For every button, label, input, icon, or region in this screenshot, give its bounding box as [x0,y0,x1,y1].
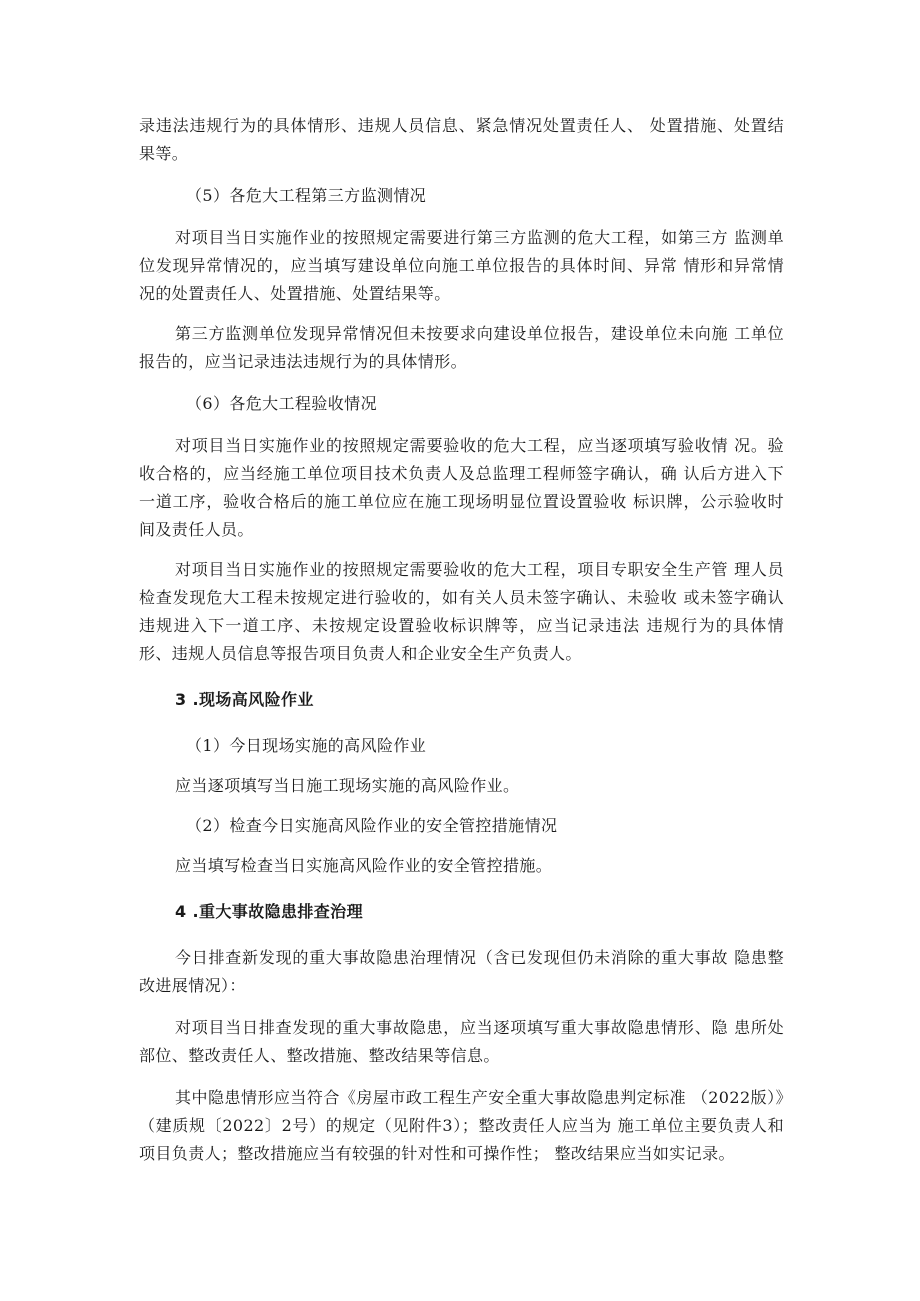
section-3-1-title: （1）今日现场实施的高风险作业 [186,736,427,755]
heading-3-high-risk-work: 3 .现场高风险作业 [175,690,314,709]
paragraph-acceptance: 对项目当日实施作业的按照规定需要验收的危大工程，应当逐项填写验收情 况。验收合格的，应当经施工单位项目技术负责人及总监理工程师签字确认，确 认后方进入下一道工序，验收合格后的施工单位应在施工现场明显位置设置验收 标识牌，公示验收时间及责任人员。 [139,436,784,539]
paragraph-third-party-monitoring: 对项目当日实施作业的按照规定需要进行第三方监测的危大工程，如第三方 监测单位发现异常情况的，应当填写建设单位向施工单位报告的具体时间、异常 情形和异常情况的处置责任人、处置措施、处置结果等。 [139,228,784,303]
section-3-2-title: （2）检查今日实施高风险作业的安全管控措施情况 [186,816,558,835]
paragraph-monitoring-violation: 第三方监测单位发现异常情况但未按要求向建设单位报告，建设单位未向施 工单位报告的，应当记录违法违规行为的具体情形。 [139,324,784,371]
section-5-title: （5）各危大工程第三方监测情况 [186,186,427,205]
paragraph-high-risk-controls: 应当填写检查当日实施高风险作业的安全管控措施。 [175,856,553,875]
paragraph-violation-record: 录违法违规行为的具体情形、违规人员信息、紧急情况处置责任人、 处置措施、处置结果等。 [139,116,784,163]
paragraph-high-risk-list: 应当逐项填写当日施工现场实施的高风险作业。 [175,776,520,795]
document-page [139,112,784,1168]
paragraph-hazard-standard: 其中隐患情形应当符合《房屋市政工程生产安全重大事故隐患判定标准 （2022版）》（建质规〔2022〕2号）的规定（见附件3）；整改责任人应当为 施工单位主要负责人和项目负责人；整改措施应当有较强的针对性和可操作性； 整改结果应当如实记录。 [139,1088,784,1163]
paragraph-hazard-fill: 对项目当日排查发现的重大事故隐患，应当逐项填写重大事故隐患情形、隐 患所处部位、整改责任人、整改措施、整改结果等信息。 [139,1018,784,1065]
section-6-title: （6）各危大工程验收情况 [186,394,377,413]
paragraph-acceptance-violation: 对项目当日实施作业的按照规定需要验收的危大工程，项目专职安全生产管 理人员检查发现危大工程未按规定进行验收的，如有关人员未签字确认、未验收 或未签字确认违规进入下一道工序、未按规定设置验收标识牌等，应当记录违法 违规行为的具体情形、违规人员信息等报告项目负责人和企业安全生产负责人。 [139,560,784,663]
heading-4-hazard-investigation: 4 .重大事故隐患排查治理 [175,902,363,921]
paragraph-hazard-progress: 今日排查新发现的重大事故隐患治理情况（含已发现但仍未消除的重大事故 隐患整改进展情况）： [139,948,784,995]
